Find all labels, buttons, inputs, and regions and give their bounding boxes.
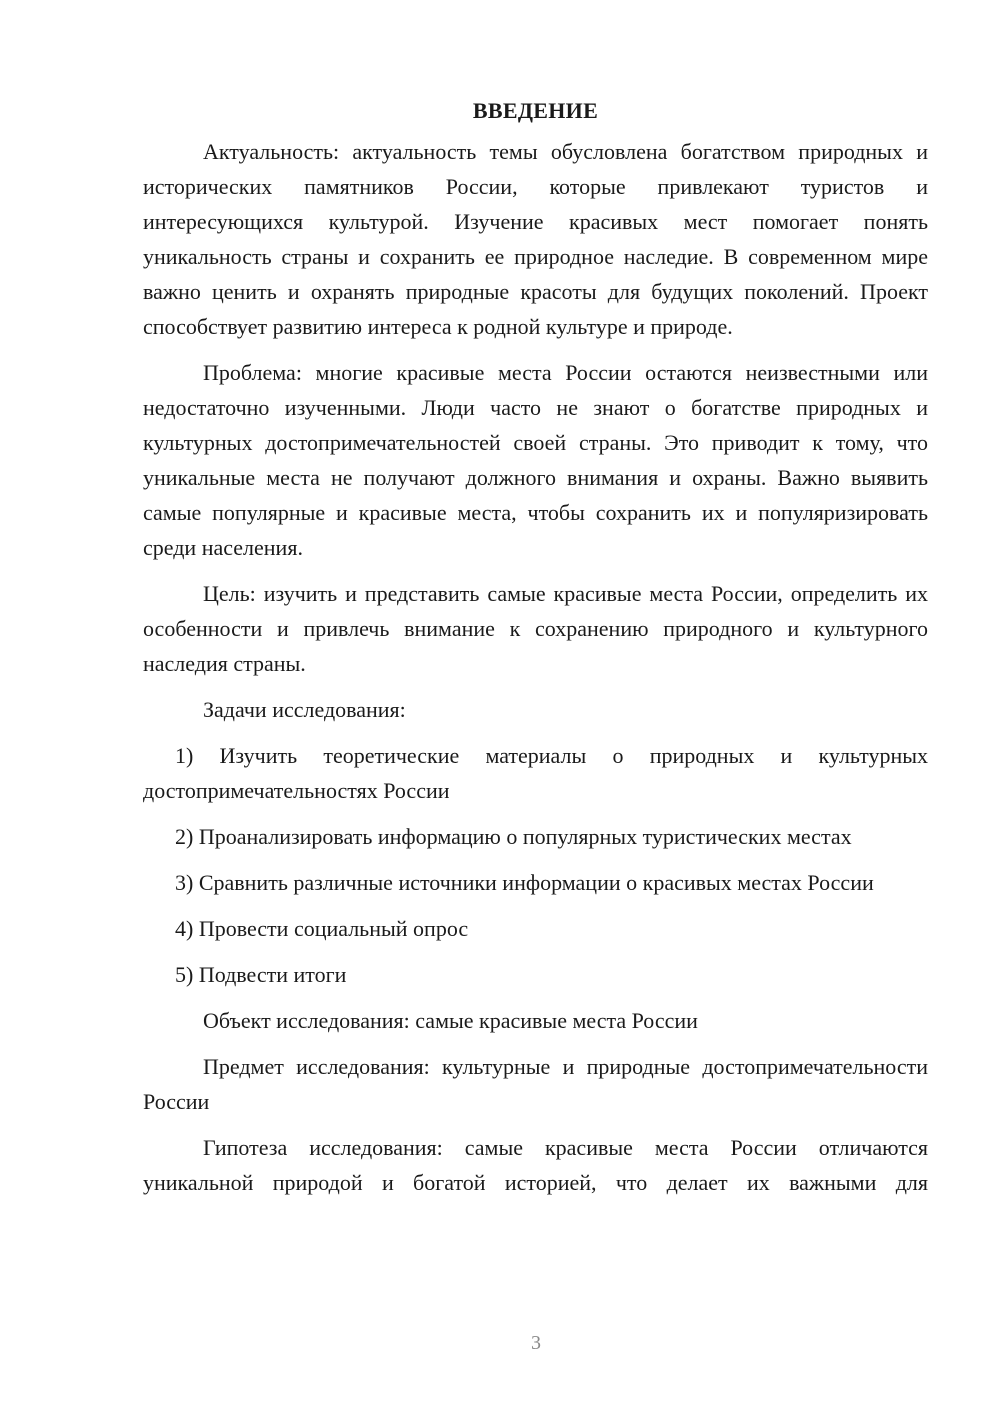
subject-paragraph: Предмет исследования: культурные и природные достопримечательности России <box>143 1054 928 1114</box>
page-content <box>143 93 928 1211</box>
task-item-4: 4) Провести социальный опрос <box>175 916 469 941</box>
task-item-5: 5) Подвести итоги <box>175 962 347 987</box>
task-item-3: 3) Сравнить различные источники информации о красивых местах России <box>175 870 874 895</box>
task-item-2: 2) Проанализировать информацию о популярных туристических местах <box>175 824 852 849</box>
page-number: 3 <box>531 1332 541 1354</box>
task-item-1: 1) Изучить теоретические материалы о природных и культурных достопримечательностях России <box>143 743 928 803</box>
goal-paragraph: Цель: изучить и представить самые красивые места России, определить их особенности и привлечь внимание к сохранению природного и культурного наследия страны. <box>143 581 928 676</box>
object-paragraph: Объект исследования: самые красивые места России <box>203 1008 698 1033</box>
tasks-heading: Задачи исследования: <box>203 697 406 722</box>
hypothesis-paragraph: Гипотеза исследования: самые красивые места России отличаются уникальной природой и богатой историей, что делает их важными для <box>143 1135 928 1195</box>
relevance-paragraph: Актуальность: актуальность темы обусловлена богатством природных и исторических памятников России, которые привлекают туристов и интересующихся культурой. Изучение красивых мест помогает понять уникальность страны и сохранить ее природное наследие. В современном мире важно ценить и охранять природные красоты для будущих поколений. Проект способствует развитию интереса к родной культуре и природе. <box>143 139 928 339</box>
section-heading: ВВЕДЕНИЕ <box>472 98 599 123</box>
problem-paragraph: Проблема: многие красивые места России остаются неизвестными или недостаточно изученными. Люди часто не знают о богатстве природных и культурных достопримечательностей своей страны. Это приводит к тому, что уникальные места не получают должного внимания и охраны. Важно выявить самые популярные и красивые места, чтобы сохранить их и популяризировать среди населения. <box>143 360 928 560</box>
